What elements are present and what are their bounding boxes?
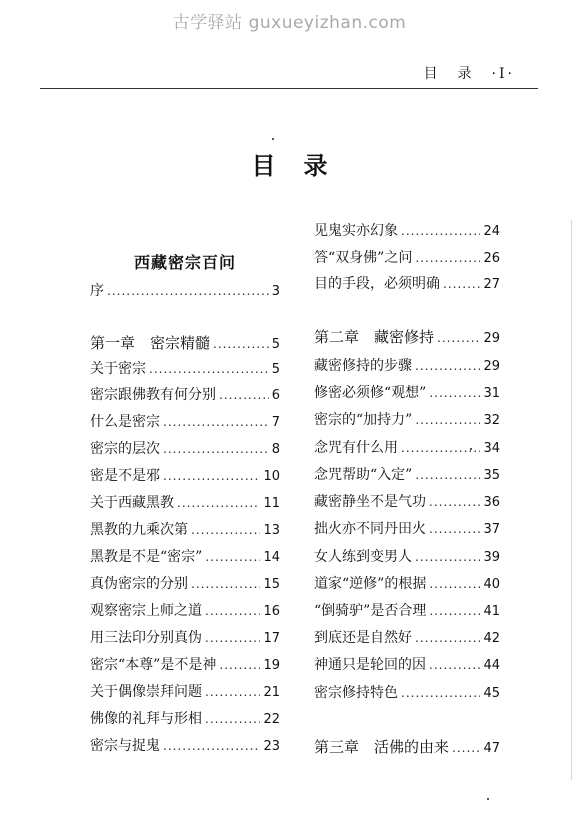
toc-page-number: 27 bbox=[483, 277, 500, 292]
toc-page-number: 45 bbox=[483, 686, 500, 701]
toc-page-number: 10 bbox=[263, 469, 280, 484]
toc-entry-title: 见鬼实亦幻象 bbox=[314, 223, 398, 239]
toc-page-number: 35 bbox=[483, 468, 500, 483]
toc-entry bbox=[90, 736, 280, 756]
toc-entry bbox=[314, 410, 500, 430]
toc-leader-dots bbox=[205, 628, 260, 648]
toc-page-number: 3 bbox=[271, 284, 280, 299]
toc-leader-dots bbox=[401, 438, 480, 458]
toc-entry-title: 藏密修持的步骤 bbox=[314, 358, 412, 374]
toc-leader-dots bbox=[191, 574, 260, 594]
toc-chapter-heading bbox=[314, 327, 500, 347]
toc-leader-dots bbox=[163, 412, 269, 432]
watermark-text: 古学驿站 guxueyizhan.com bbox=[172, 13, 407, 33]
toc-page-number: 15 bbox=[263, 577, 280, 592]
toc-page-number: 19 bbox=[263, 658, 280, 673]
toc-leader-dots bbox=[429, 519, 480, 539]
toc-entry bbox=[314, 547, 500, 567]
toc-entry-title: 密宗“本尊”是不是神 bbox=[90, 657, 217, 673]
toc-page-number: 34 bbox=[483, 441, 500, 456]
toc-entry bbox=[90, 493, 280, 513]
toc-entry-title: 密宗的层次 bbox=[90, 441, 160, 457]
toc-page-number: 42 bbox=[483, 631, 500, 646]
toc-entry-title: 藏密静坐不是气功 bbox=[314, 494, 426, 510]
toc-entry-title: 用三法印分别真伪 bbox=[90, 630, 202, 646]
toc-page-number: 7 bbox=[271, 415, 280, 430]
toc-page-number: 47 bbox=[483, 741, 500, 756]
toc-page-number: 13 bbox=[263, 523, 280, 538]
toc-entry-title: 女人练到变男人 bbox=[314, 549, 412, 565]
toc-leader-dots bbox=[107, 281, 269, 301]
toc-leader-dots bbox=[429, 601, 480, 621]
toc-entry-title: 密宗的“加持力” bbox=[314, 412, 413, 428]
toc-page-number: 36 bbox=[483, 495, 500, 510]
toc-page-number: 41 bbox=[483, 604, 500, 619]
toc-leader-dots bbox=[415, 410, 480, 430]
toc-leader-dots bbox=[415, 356, 480, 376]
toc-entry bbox=[314, 221, 500, 241]
toc-entry bbox=[90, 709, 280, 729]
page-edge-shadow bbox=[571, 220, 572, 780]
toc-entry bbox=[314, 655, 500, 675]
toc-leader-dots bbox=[415, 465, 480, 485]
toc-entry-title: 修密必须修“观想” bbox=[314, 385, 427, 401]
toc-leader-dots bbox=[205, 601, 260, 621]
toc-leader-dots bbox=[401, 221, 480, 241]
toc-entry-title: 序 bbox=[90, 283, 104, 299]
header-rule bbox=[40, 88, 538, 89]
toc-page-number: 21 bbox=[263, 685, 280, 700]
toc-entry-title: 道家“逆修”的根据 bbox=[314, 576, 427, 592]
toc-leader-dots bbox=[219, 385, 269, 405]
toc-entry bbox=[90, 682, 280, 702]
toc-page-number: 26 bbox=[483, 251, 500, 266]
toc-entry bbox=[90, 281, 280, 301]
toc-entry-title: 拙火亦不同丹田火 bbox=[314, 521, 426, 537]
scan-speck bbox=[487, 798, 489, 800]
toc-entry-title: 第三章 活佛的由来 bbox=[314, 738, 450, 756]
toc-page-number: 23 bbox=[263, 739, 280, 754]
toc-entry bbox=[90, 547, 280, 567]
toc-entry bbox=[314, 519, 500, 539]
toc-entry bbox=[90, 439, 280, 459]
toc-page-number: 29 bbox=[483, 359, 500, 374]
toc-leader-dots bbox=[429, 492, 480, 512]
toc-entry-title: 关于偶像崇拜问题 bbox=[90, 684, 202, 700]
toc-leader-dots bbox=[163, 439, 269, 459]
toc-entry-title: 真伪密宗的分别 bbox=[90, 576, 188, 592]
toc-leader-dots bbox=[205, 682, 260, 702]
toc-page-number: 6 bbox=[271, 388, 280, 403]
toc-page-number: 24 bbox=[483, 224, 500, 239]
toc-leader-dots bbox=[191, 520, 260, 540]
toc-leader-dots bbox=[163, 466, 260, 486]
toc-chapter-heading bbox=[314, 737, 500, 757]
toc-page-number: 8 bbox=[271, 442, 280, 457]
toc-leader-dots bbox=[205, 547, 260, 567]
toc-entry bbox=[90, 520, 280, 540]
toc-entry-title: 密宗跟佛教有何分别 bbox=[90, 387, 216, 403]
toc-entry bbox=[314, 683, 500, 703]
toc-page-number: 5 bbox=[271, 337, 280, 352]
toc-entry bbox=[90, 601, 280, 621]
toc-entry bbox=[90, 628, 280, 648]
toc-entry-title: 密宗修持特色 bbox=[314, 685, 398, 701]
toc-entry-title: 答“双身佛”之问 bbox=[314, 250, 413, 266]
toc-page-number: 17 bbox=[263, 631, 280, 646]
toc-entry-title: 什么是密宗 bbox=[90, 414, 160, 430]
toc-entry bbox=[314, 274, 500, 294]
toc-entry-title: 观察密宗上师之道 bbox=[90, 603, 202, 619]
toc-entry-title: 关于密宗 bbox=[90, 361, 146, 377]
toc-page-number: 37 bbox=[483, 522, 500, 537]
toc-entry-title: 念咒有什么用 bbox=[314, 440, 398, 456]
toc-page-number: 22 bbox=[263, 712, 280, 727]
toc-leader-dots bbox=[163, 736, 260, 756]
toc-entry bbox=[90, 466, 280, 486]
toc-entry-title: “倒骑驴”是否合理 bbox=[314, 603, 427, 619]
toc-entry-title: 黑教的九乘次第 bbox=[90, 522, 188, 538]
toc-page-number: 14 bbox=[263, 550, 280, 565]
toc-page-number: 44 bbox=[483, 658, 500, 673]
toc-page-number: 31 bbox=[483, 386, 500, 401]
toc-leader-dots bbox=[149, 359, 269, 379]
toc-entry-title: 密宗与捉鬼 bbox=[90, 738, 160, 754]
toc-leader-dots bbox=[401, 683, 480, 703]
toc-leader-dots bbox=[219, 655, 260, 675]
toc-page-number: 39 bbox=[483, 550, 500, 565]
toc-entry-title: 到底还是自然好 bbox=[314, 630, 412, 646]
toc-leader-dots bbox=[437, 328, 480, 348]
toc-leader-dots bbox=[415, 628, 480, 648]
toc-entry-title: 关于西藏黑教 bbox=[90, 495, 174, 511]
toc-entry bbox=[90, 412, 280, 432]
toc-entry bbox=[90, 359, 280, 379]
toc-entry bbox=[314, 601, 500, 621]
toc-entry bbox=[314, 248, 500, 268]
toc-leader-dots bbox=[205, 709, 260, 729]
toc-entry bbox=[314, 492, 500, 512]
toc-leader-dots bbox=[213, 334, 269, 354]
toc-entry-title: 第二章 藏密修持 bbox=[314, 328, 435, 346]
toc-entry-title: 佛像的礼拜与形相 bbox=[90, 711, 202, 727]
toc-entry bbox=[314, 574, 500, 594]
toc-entry-title: 密是不是邪 bbox=[90, 468, 160, 484]
toc-entry-title: 第一章 密宗精髓 bbox=[90, 334, 211, 352]
toc-entry bbox=[314, 356, 500, 376]
toc-entry bbox=[314, 628, 500, 648]
toc-page-number: 16 bbox=[263, 604, 280, 619]
toc-leader-dots bbox=[429, 574, 480, 594]
toc-page-number: 40 bbox=[483, 577, 500, 592]
scan-speck bbox=[470, 448, 472, 450]
toc-entry-title: 念咒帮助“入定” bbox=[314, 467, 413, 483]
toc-entry bbox=[314, 438, 500, 458]
toc-page-number: 5 bbox=[271, 362, 280, 377]
toc-leader-dots bbox=[429, 655, 480, 675]
page-title: 目录 bbox=[251, 151, 356, 180]
toc-entry-title: 黑教是不是“密宗” bbox=[90, 549, 203, 565]
toc-page-number: 29 bbox=[483, 331, 500, 346]
running-head: 目 录 ·I· bbox=[423, 66, 515, 82]
toc-entry bbox=[90, 385, 280, 405]
toc-leader-dots bbox=[452, 738, 480, 758]
toc-entry bbox=[314, 465, 500, 485]
toc-entry bbox=[314, 383, 500, 403]
toc-entry-title: 神通只是轮回的因 bbox=[314, 657, 426, 673]
book-title: 西藏密宗百问 bbox=[133, 253, 236, 272]
toc-entry bbox=[90, 574, 280, 594]
toc-leader-dots bbox=[415, 547, 480, 567]
toc-leader-dots bbox=[415, 248, 480, 268]
toc-page-number: 32 bbox=[483, 413, 500, 428]
toc-chapter-heading bbox=[90, 333, 280, 353]
toc-leader-dots bbox=[443, 274, 480, 294]
toc-entry-title: 目的手段，必须明确 bbox=[314, 276, 440, 292]
toc-leader-dots bbox=[429, 383, 480, 403]
scan-speck bbox=[272, 138, 274, 140]
toc-page-number: 11 bbox=[263, 496, 280, 511]
toc-entry bbox=[90, 655, 280, 675]
toc-leader-dots bbox=[177, 493, 260, 513]
